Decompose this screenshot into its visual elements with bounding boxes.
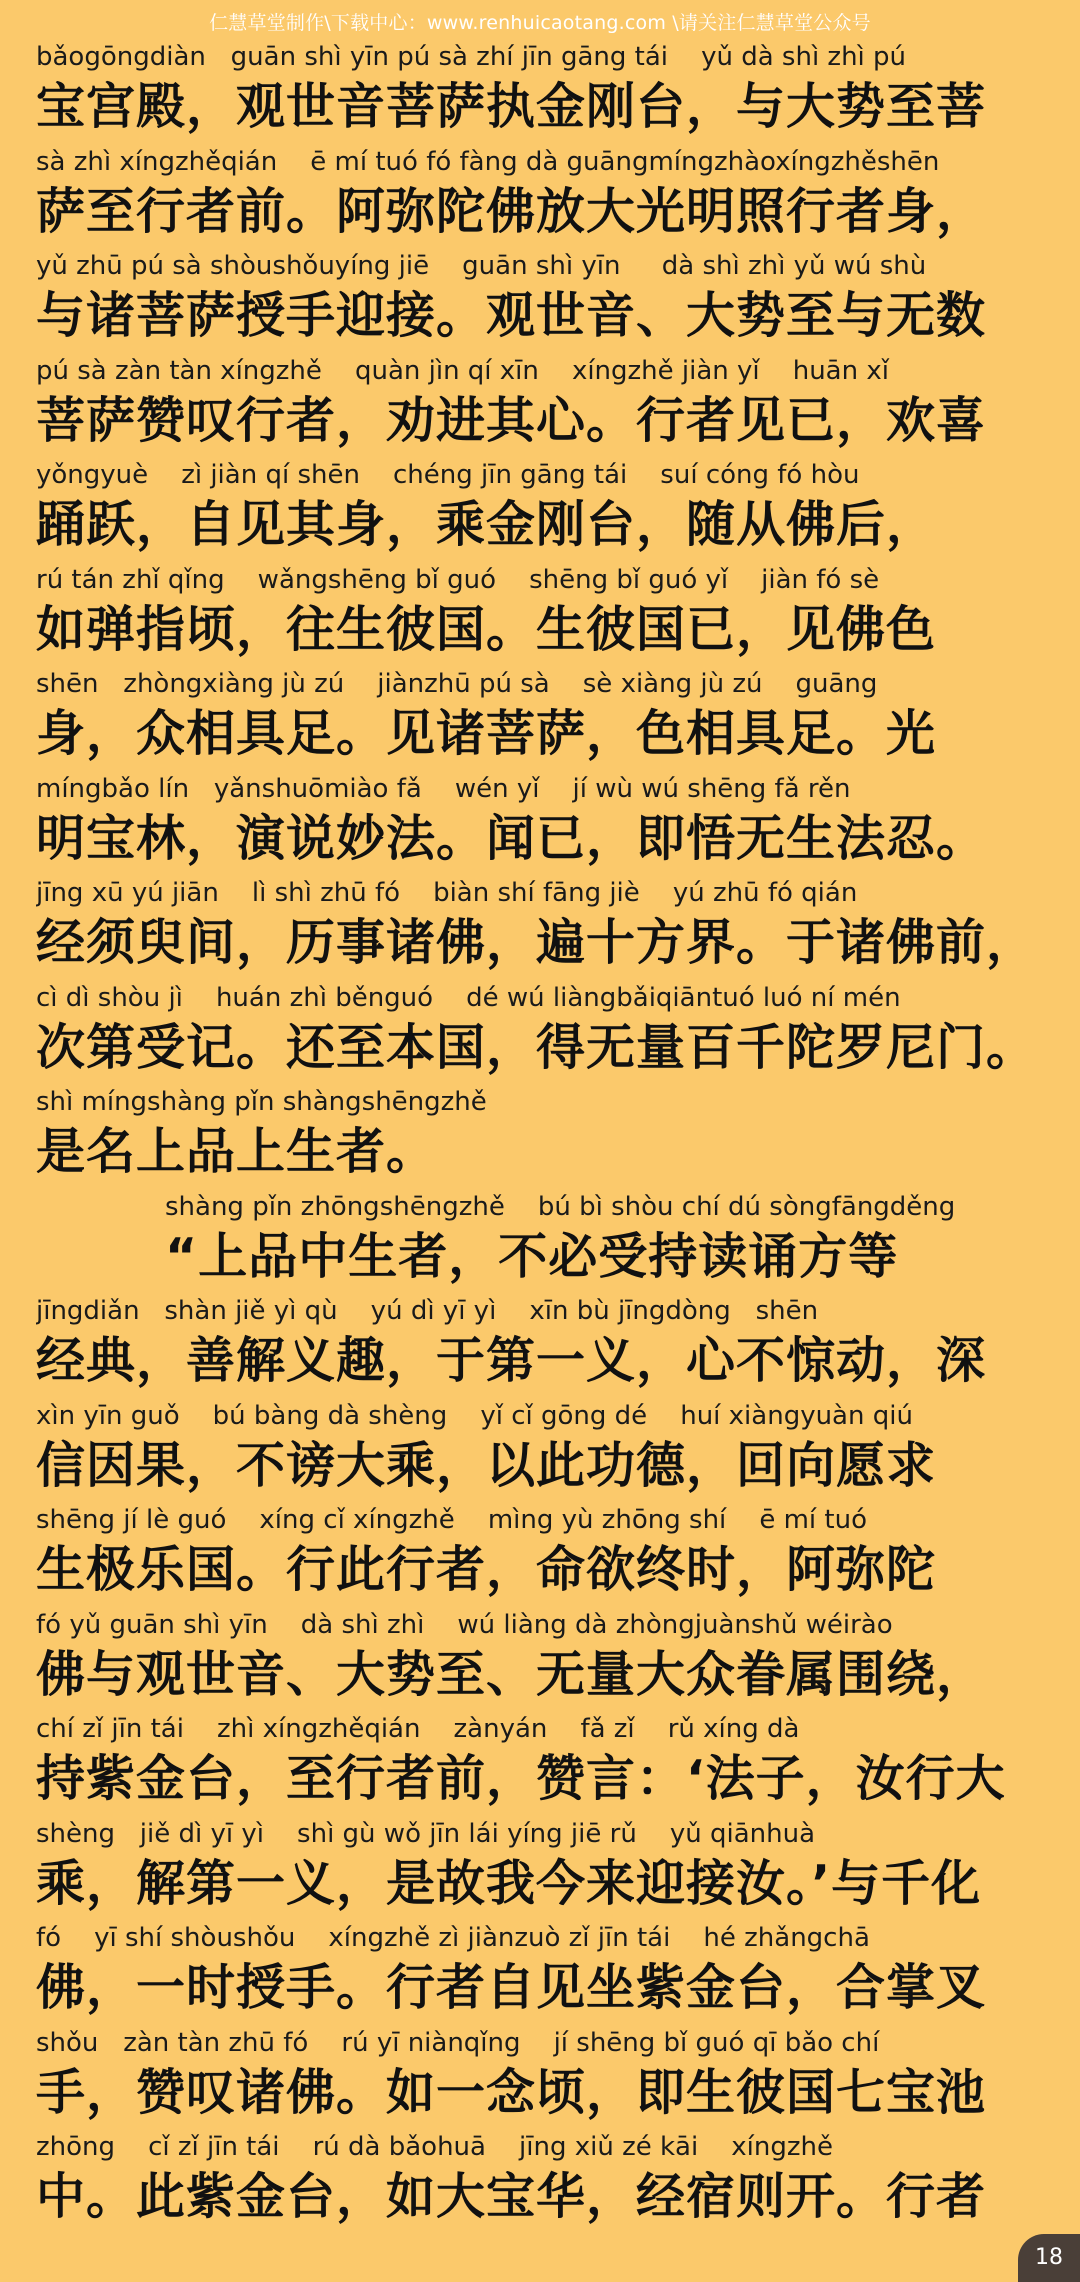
pinyin-line: míngbǎo lín yǎnshuōmiào fǎ wén yǐ jí wù wú shēng fǎ rěn — [36, 773, 851, 804]
hanzi-line: 经典，善解义趣，于第一义，心不惊动，深 — [36, 1332, 987, 1389]
pinyin-line: shēn zhòngxiàng jù zú jiànzhū pú sà sè xiàng jù zú guāng — [36, 669, 878, 699]
text-line — [0, 2024, 1080, 2129]
text-line — [0, 2128, 1080, 2233]
text-line — [0, 1606, 1080, 1711]
pinyin-line: jīng xū yú jiān lì shì zhū fó biàn shí fāng jiè yú zhū fó qián — [36, 878, 858, 908]
text-line — [0, 1815, 1080, 1920]
pinyin-line: yǔ zhū pú sà shòushǒuyíng jiē guān shì yīn dà shì zhì yǔ wú shù — [36, 251, 927, 281]
text-line — [0, 352, 1080, 457]
pinyin-line: cì dì shòu jì huán zhì běnguó dé wú liàngbǎiqiāntuó luó ní mén — [36, 982, 901, 1013]
hanzi-line: 如弹指顷，往生彼国。生彼国已，见佛色 — [36, 600, 937, 658]
pinyin-line: rú tán zhǐ qǐng wǎngshēng bǐ guó shēng bǐ guó yǐ jiàn fó sè — [36, 564, 880, 595]
hanzi-line: 萨至行者前。阿弥陀佛放大光明照行者身， — [36, 182, 987, 240]
text-line — [0, 38, 1080, 143]
hanzi-line: 佛，一时授手。行者自见坐紫金台，合掌叉 — [36, 1959, 987, 2016]
pinyin-line: shì míngshàng pǐn shàngshēngzhě — [36, 1087, 487, 1117]
text-line — [0, 770, 1080, 875]
pinyin-line: yǒngyuè zì jiàn qí shēn chéng jīn gāng tái suí cóng fó hòu — [36, 460, 860, 490]
text-line — [0, 143, 1080, 248]
text-body — [0, 38, 1080, 2233]
hanzi-line: 经须臾间，历事诸佛，遍十方界。于诸佛前， — [36, 914, 1037, 971]
hanzi-line: 宝宫殿，观世音菩萨执金刚台，与大势至菩 — [36, 78, 987, 135]
hanzi-line: 持紫金台，至行者前，赞言：‘法子，汝行大 — [36, 1750, 1006, 1807]
page-number-badge: 18 — [1018, 2234, 1080, 2282]
pinyin-line: fó yī shí shòushǒu xíngzhě zì jiànzuò zǐ jīn tái hé zhǎngchā — [36, 1923, 870, 1953]
pinyin-line: zhōng cǐ zǐ jīn tái rú dà bǎohuā jīng xiǔ zé kāi xíngzhě — [36, 2132, 833, 2162]
text-line — [0, 1292, 1080, 1397]
hanzi-line: 手，赞叹诸佛。如一念顷，即生彼国七宝池 — [36, 2063, 987, 2121]
hanzi-line: 佛与观世音、大势至、无量大众眷属围绕， — [36, 1645, 987, 1703]
pinyin-line: jīngdiǎn shàn jiě yì qù yú dì yī yì xīn bù jīngdòng shēn — [36, 1296, 819, 1326]
text-line — [0, 1188, 1080, 1293]
hanzi-line: 菩萨赞叹行者，劝进其心。行者见已，欢喜 — [36, 391, 987, 449]
hanzi-line: 生极乐国。行此行者，命欲终时，阿弥陀 — [36, 1541, 937, 1598]
text-line — [0, 1710, 1080, 1815]
text-line — [0, 1083, 1080, 1188]
pinyin-line: pú sà zàn tàn xíngzhě quàn jìn qí xīn xíngzhě jiàn yǐ huān xǐ — [36, 355, 889, 386]
hanzi-line: 身，众相具足。见诸菩萨，色相具足。光 — [36, 705, 937, 762]
pinyin-line: chí zǐ jīn tái zhì xíngzhěqián zànyán fǎ zǐ rǔ xíng dà — [36, 1714, 800, 1744]
pinyin-line: bǎogōngdiàn guān shì yīn pú sà zhí jīn gāng tái yǔ dà shì zhì pú — [36, 42, 907, 72]
site-header: 仁慧草堂制作\下载中心：www.renhuicaotang.com \请关注仁慧草堂公众号 — [209, 12, 871, 34]
pinyin-line: shǒu zàn tàn zhū fó rú yī niànqǐng jí shēng bǐ guó qī bǎo chí — [36, 2027, 880, 2058]
hanzi-line: 与诸菩萨授手迎接。观世音、大势至与无数 — [36, 287, 987, 344]
text-line — [0, 979, 1080, 1084]
hanzi-line: 乘，解第一义，是故我今来迎接汝。’与千化 — [36, 1854, 982, 1912]
text-line — [0, 561, 1080, 666]
text-line — [0, 665, 1080, 770]
hanzi-line: 是名上品上生者。 — [36, 1123, 437, 1180]
hanzi-line: 踊跃，自见其身，乘金刚台，随从佛后， — [36, 496, 937, 553]
pinyin-line: fó yǔ guān shì yīn dà shì zhì wú liàng dà zhòngjuànshǔ wéirào — [36, 1609, 893, 1640]
text-line — [0, 874, 1080, 979]
hanzi-line: 中。此紫金台，如大宝华，经宿则开。行者 — [36, 2168, 987, 2225]
pinyin-line: shèng jiě dì yī yì shì gù wǒ jīn lái yíng jiē rǔ yǔ qiānhuà — [36, 1818, 816, 1849]
text-line — [0, 1919, 1080, 2024]
pinyin-line: xìn yīn guǒ bú bàng dà shèng yǐ cǐ gōng dé huí xiàngyuàn qiú — [36, 1400, 913, 1431]
hanzi-line: “上品中生者，不必受持读诵方等 — [165, 1227, 899, 1285]
text-line — [0, 1501, 1080, 1606]
pinyin-line: shēng jí lè guó xíng cǐ xíngzhě mìng yù zhōng shí ē mí tuó — [36, 1505, 867, 1535]
pinyin-line: sà zhì xíngzhěqián ē mí tuó fó fàng dà guāngmíngzhàoxíngzhěshēn — [36, 146, 940, 177]
text-line — [0, 247, 1080, 352]
text-line — [0, 456, 1080, 561]
text-line — [0, 1397, 1080, 1502]
pinyin-line: shàng pǐn zhōngshēngzhě bú bì shòu chí dú sòngfāngděng — [165, 1191, 956, 1222]
hanzi-line: 明宝林，演说妙法。闻已，即悟无生法忍。 — [36, 809, 987, 867]
hanzi-line: 次第受记。还至本国，得无量百千陀罗尼门。 — [36, 1018, 1037, 1076]
hanzi-line: 信因果，不谤大乘，以此功德，回向愿求 — [36, 1436, 937, 1494]
